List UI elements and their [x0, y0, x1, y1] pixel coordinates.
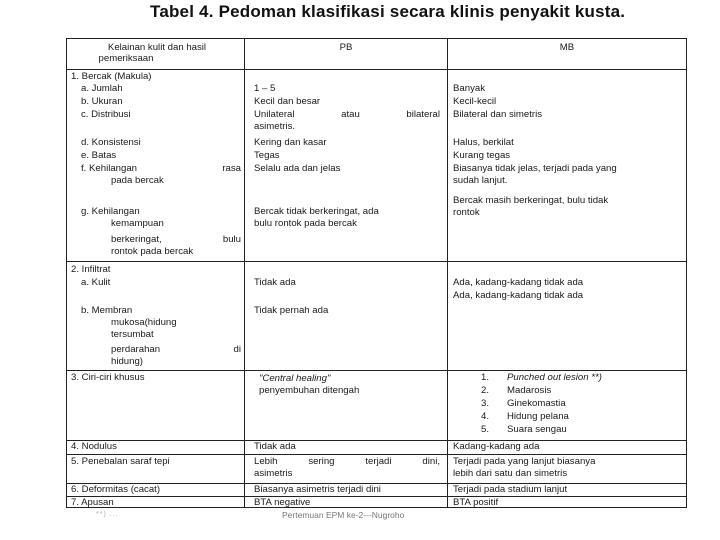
- mb-list-item: Hidung pelana: [507, 411, 569, 422]
- word: f. Kehilangan: [81, 163, 138, 174]
- word: Unilateral: [254, 109, 295, 120]
- mb-list-num: 4.: [481, 411, 490, 422]
- cell-mb: Biasanya tidak jelas, terjadi pada yang: [453, 163, 617, 174]
- mb-list-item: Punched out lesion **): [507, 372, 602, 383]
- row-label: a. Jumlah: [81, 83, 123, 94]
- row-label-justified: [111, 344, 241, 356]
- cell-mb: Banyak: [453, 83, 485, 94]
- header-mb: MB: [559, 42, 575, 53]
- column-divider: [447, 39, 448, 507]
- cell-mb: Bilateral dan simetris: [453, 109, 543, 120]
- cell-mb: Terjadi pada yang lanjut biasanya: [453, 456, 596, 467]
- row-label: d. Konsistensi: [81, 137, 141, 148]
- word: berkeringat,: [111, 234, 162, 245]
- cell-pb: asimetris.: [254, 121, 296, 132]
- cell-pb: bulu rontok pada bercak: [254, 218, 357, 229]
- cell-pb: penyembuhan ditengah: [259, 385, 360, 396]
- row-label: b. Ukuran: [81, 96, 123, 107]
- row-divider: [67, 370, 686, 371]
- header-pb: PB: [339, 42, 353, 53]
- mb-list-item: Ginekomastia: [507, 398, 566, 409]
- cell-pb: Bercak tidak berkeringat, ada: [254, 206, 379, 217]
- cell-pb: Kecil dan besar: [254, 96, 321, 107]
- cell-mb: lebih dari satu dan simetris: [453, 468, 568, 479]
- row-label-justified: [111, 234, 241, 246]
- header-col1-line2: pemeriksaan: [98, 53, 154, 64]
- row-label: 7. Apusan: [71, 497, 114, 508]
- mb-list-num: 2.: [481, 385, 490, 396]
- cell-mb: Kadang-kadang ada: [453, 441, 540, 452]
- row-label: tersumbat: [111, 329, 154, 340]
- row-label: a. Kulit: [81, 277, 111, 288]
- row-label: mukosa(hidung: [111, 317, 177, 328]
- word: perdarahan: [111, 344, 161, 355]
- cell-pb: Tegas: [254, 150, 280, 161]
- row-label: b. Membran: [81, 305, 133, 316]
- row-divider: [67, 496, 686, 497]
- word: bilateral: [406, 109, 440, 120]
- cell-mb: Ada, kadang-kadang tidak ada: [453, 277, 584, 288]
- row-divider: [67, 69, 686, 70]
- row-label: pada bercak: [111, 175, 164, 186]
- word: atau: [341, 109, 360, 120]
- cell-pb-justified: [254, 109, 440, 121]
- cell-mb: Kurang tegas: [453, 150, 511, 161]
- mb-list-num: 5.: [481, 424, 490, 435]
- cell-pb: asimetris: [254, 468, 293, 479]
- row-label: rontok pada bercak: [111, 246, 194, 257]
- header-col1-line1: Kelainan kulit dan hasil: [107, 42, 207, 53]
- row-infiltrat-heading: 2. Infiltrat: [71, 264, 111, 275]
- cell-mb: sudah lanjut.: [453, 175, 508, 186]
- word: Lebih: [254, 456, 278, 467]
- cell-pb: Tidak pernah ada: [254, 305, 329, 316]
- row-label: kemampuan: [111, 218, 164, 229]
- classification-table: [66, 38, 687, 508]
- cell-mb: Bercak masih berkeringat, bulu tidak: [453, 195, 609, 206]
- row-label: 4. Nodulus: [71, 441, 117, 452]
- word: bulu: [222, 234, 241, 245]
- cell-mb: Halus, berkilat: [453, 137, 514, 148]
- row-label: 6. Deformitas (cacat): [71, 484, 161, 495]
- row-divider: [67, 261, 686, 262]
- word: dini,: [422, 456, 440, 467]
- row-bercak-heading: 1. Bercak (Makula): [71, 71, 152, 82]
- cell-mb: Ada, kadang-kadang tidak ada: [453, 290, 584, 301]
- cell-pb: Tidak ada: [254, 441, 296, 452]
- cell-pb: Biasanya asimetris terjadi dini: [254, 484, 381, 495]
- row-label: hidung): [111, 356, 144, 367]
- cell-mb: Kecil-kecil: [453, 96, 497, 107]
- cell-pb: 1 – 5: [254, 83, 276, 94]
- cell-pb-justified: [254, 456, 440, 468]
- row-label: g. Kehilangan: [81, 206, 140, 217]
- row-label: 3. Ciri-ciri khusus: [71, 372, 145, 383]
- column-divider: [244, 39, 245, 507]
- footnote-cut: **) ...: [96, 511, 119, 518]
- slide-footer: Pertemuan EPM ke-2---Nugroho: [282, 510, 405, 520]
- row-label-justified: [81, 163, 241, 175]
- word: sering: [308, 456, 335, 467]
- cell-pb: "Central healing": [259, 373, 331, 384]
- row-divider: [67, 454, 686, 455]
- table-title: Tabel 4. Pedoman klasifikasi secara klinis penyakit kusta.: [150, 2, 626, 21]
- word: di: [233, 344, 241, 355]
- mb-list-num: 1.: [481, 372, 490, 383]
- cell-pb: BTA negative: [254, 497, 311, 508]
- word: terjadi: [365, 456, 392, 467]
- cell-pb: Kering dan kasar: [254, 137, 327, 148]
- mb-list-item: Suara sengau: [507, 424, 567, 435]
- word: rasa: [222, 163, 241, 174]
- mb-list-item: Madarosis: [507, 385, 552, 396]
- cell-mb: BTA positif: [453, 497, 499, 508]
- cell-mb: Terjadi pada stadium lanjut: [453, 484, 568, 495]
- cell-mb: rontok: [453, 207, 480, 218]
- cell-pb: Tidak ada: [254, 277, 296, 288]
- row-label: c. Distribusi: [81, 109, 131, 120]
- row-label: 5. Penebalan saraf tepi: [71, 456, 170, 467]
- row-label: e. Batas: [81, 150, 117, 161]
- cell-pb: Selalu ada dan jelas: [254, 163, 341, 174]
- row-divider: [67, 440, 686, 441]
- mb-list-num: 3.: [481, 398, 490, 409]
